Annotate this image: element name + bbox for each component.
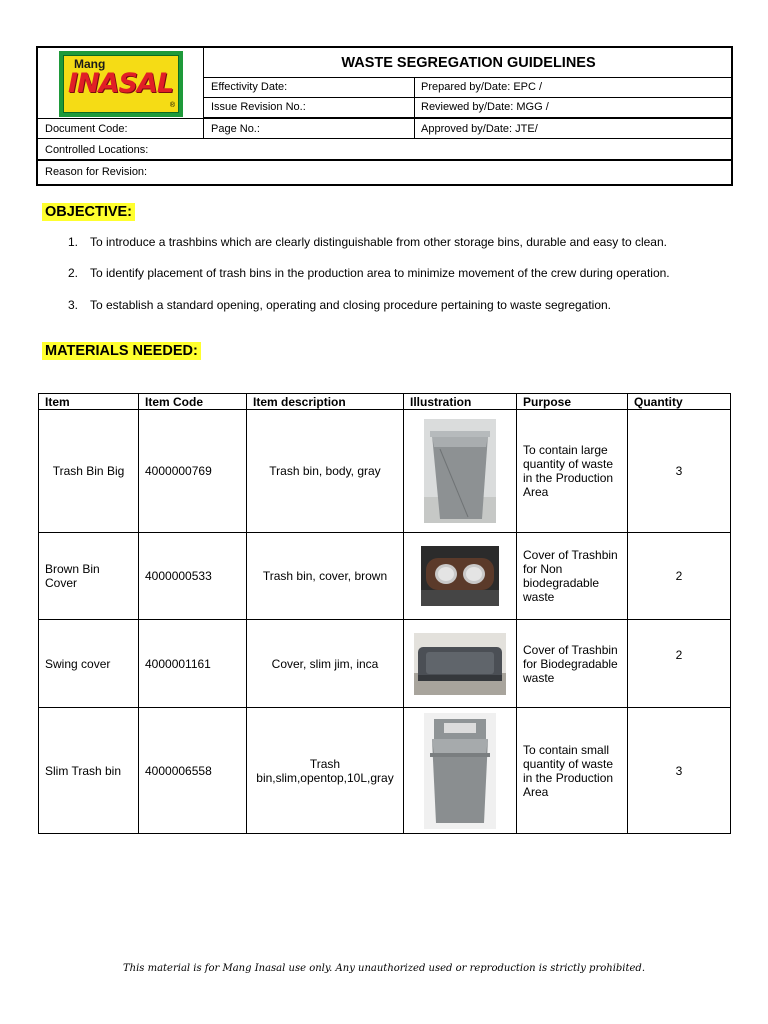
item-name-cell: Swing cover <box>39 620 139 708</box>
purpose-cell: Cover of Trashbin for Non biodegradable waste <box>517 533 628 620</box>
reviewed-by-label: Reviewed by/Date: MGG / <box>421 101 549 113</box>
list-item <box>68 298 611 312</box>
list-item <box>68 235 667 249</box>
list-item-text: To introduce a trashbins which are clearly distinguishable from other storage bins, durable and easy to clean. <box>90 235 667 249</box>
list-item <box>68 266 670 280</box>
item-name-cell: Slim Trash bin <box>39 708 139 834</box>
page-no-label: Page No.: <box>204 119 415 138</box>
item-description-cell: Trash bin, cover, brown <box>247 533 404 620</box>
quantity-cell: 2 <box>628 620 731 708</box>
mang-inasal-logo <box>59 51 183 117</box>
item-name-cell: Trash Bin Big <box>39 410 139 533</box>
item-code-cell: 4000001161 <box>139 620 247 708</box>
reason-for-revision-label: Reason for Revision: <box>45 166 148 178</box>
list-item-text: To identify placement of trash bins in the production area to minimize movement of the crew during operation. <box>90 266 670 280</box>
logo-top-text: Mang <box>74 57 106 71</box>
item-description-cell: Cover, slim jim, inca <box>247 620 404 708</box>
slim-gray-trash-bin-image <box>424 713 496 829</box>
column-header-quantity: Quantity <box>628 394 731 410</box>
illustration-cell <box>404 708 517 834</box>
item-code-cell: 4000000533 <box>139 533 247 620</box>
item-code-cell: 4000000769 <box>139 410 247 533</box>
header-row-revision <box>204 98 733 118</box>
illustration-cell <box>404 620 517 708</box>
document-title: WASTE SEGREGATION GUIDELINES <box>204 48 733 78</box>
column-header-description: Item description <box>247 394 404 410</box>
prepared-by-label: Prepared by/Date: EPC / <box>421 81 543 93</box>
table-header-row <box>39 394 731 410</box>
materials-table <box>38 393 731 834</box>
item-code-cell: 4000006558 <box>139 708 247 834</box>
purpose-cell: Cover of Trashbin for Biodegradable waste <box>517 620 628 708</box>
objective-heading: OBJECTIVE: <box>42 203 135 221</box>
header-row-document-code <box>38 118 733 139</box>
item-name-cell: Brown Bin Cover <box>39 533 139 620</box>
table-row <box>39 620 731 708</box>
list-item-number: 3. <box>68 298 79 312</box>
quantity-cell: 3 <box>628 410 731 533</box>
logo-cell <box>38 48 204 120</box>
tall-gray-trash-bin-image <box>424 419 496 523</box>
table-row <box>39 410 731 533</box>
illustration-cell <box>404 410 517 533</box>
controlled-locations-label: Controlled Locations: <box>38 139 733 161</box>
column-header-item: Item <box>39 394 139 410</box>
footer-disclaimer: This material is for Mang Inasal use only. Any unauthorized used or reproduction is strictly prohibited. <box>122 963 646 974</box>
column-header-item-code: Item Code <box>139 394 247 410</box>
table-row <box>39 708 731 834</box>
quantity-cell: 3 <box>628 708 731 834</box>
gray-swing-cover-image <box>414 633 506 695</box>
purpose-cell: To contain large quantity of waste in the Production Area <box>517 410 628 533</box>
approved-by-label: Approved by/Date: JTE/ <box>421 123 538 135</box>
logo-registered-mark: ® <box>169 102 175 109</box>
brown-two-hole-cover-image <box>421 546 499 606</box>
issue-revision-label: Issue Revision No.: <box>204 98 415 117</box>
document-header <box>36 46 733 186</box>
list-item-number: 1. <box>68 235 79 249</box>
list-item-number: 2. <box>68 266 79 280</box>
purpose-cell: To contain small quantity of waste in the Production Area <box>517 708 628 834</box>
quantity-cell: 2 <box>628 533 731 620</box>
logo-main-text: INASAL <box>68 68 174 99</box>
materials-heading: MATERIALS NEEDED: <box>42 342 201 360</box>
header-row-effectivity <box>204 78 733 98</box>
column-header-illustration: Illustration <box>404 394 517 410</box>
item-description-cell: Trash bin,slim,opentop,10L,gray <box>247 708 404 834</box>
illustration-cell <box>404 533 517 620</box>
column-header-purpose: Purpose <box>517 394 628 410</box>
effectivity-date-label: Effectivity Date: <box>204 78 415 97</box>
document-code-label: Document Code: <box>38 119 204 138</box>
list-item-text: To establish a standard opening, operating and closing procedure pertaining to waste segregation. <box>90 298 612 312</box>
item-description-cell: Trash bin, body, gray <box>247 410 404 533</box>
table-row <box>39 533 731 620</box>
